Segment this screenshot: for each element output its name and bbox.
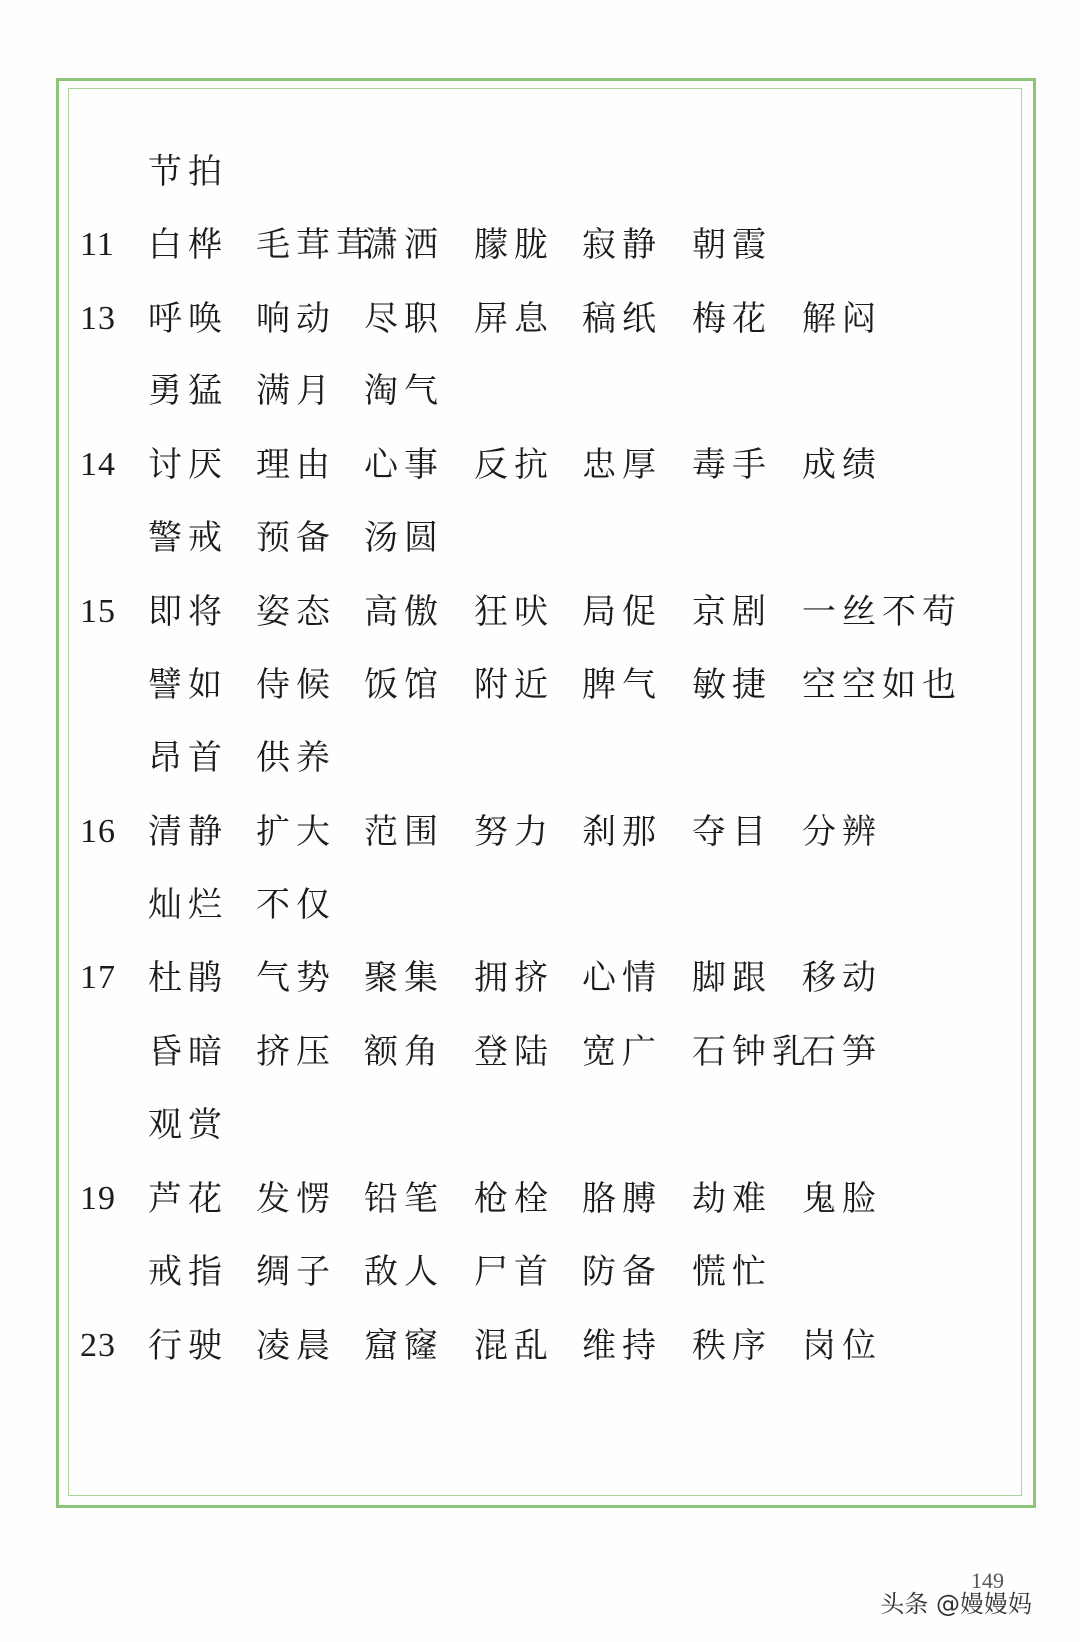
vocab-word: 凌晨 (256, 1326, 336, 1366)
vocab-word: 额角 (364, 1032, 444, 1072)
vocab-word: 即将 (148, 592, 228, 632)
vocab-word: 屏息 (474, 299, 554, 339)
vocab-word: 警戒 (148, 518, 228, 558)
lesson-number: 11 (80, 226, 115, 263)
vocab-word: 芦花 (148, 1179, 228, 1219)
lesson-number: 15 (80, 593, 116, 630)
vocab-word: 高傲 (364, 592, 444, 632)
lesson-number: 16 (80, 813, 116, 850)
vocab-row (0, 948, 1080, 1008)
vocab-word: 毛茸茸 (256, 225, 376, 265)
vocab-word: 慌忙 (692, 1252, 772, 1292)
vocab-word: 朦胧 (474, 225, 554, 265)
lesson-number: 19 (80, 1180, 116, 1217)
vocab-word: 范围 (364, 812, 444, 852)
vocab-word: 维持 (582, 1326, 662, 1366)
vocab-row (0, 655, 1080, 715)
vocab-word: 节拍 (148, 152, 228, 192)
vocab-word: 潇洒 (364, 225, 444, 265)
vocab-word: 勇猛 (148, 371, 228, 411)
page-number: 149 (971, 1568, 1004, 1593)
vocab-word: 移动 (802, 958, 882, 998)
vocab-word: 铅笔 (364, 1179, 444, 1219)
vocab-word: 寂静 (582, 225, 662, 265)
vocab-word: 脾气 (582, 665, 662, 705)
vocab-word: 岗位 (802, 1326, 882, 1366)
vocab-word: 白桦 (148, 225, 228, 265)
vocab-word: 夺目 (692, 812, 772, 852)
vocab-word: 侍候 (256, 665, 336, 705)
vocab-word: 脚跟 (692, 958, 772, 998)
vocab-row (0, 802, 1080, 862)
lesson-number: 14 (80, 446, 116, 483)
vocab-word: 扩大 (256, 812, 336, 852)
vocab-word: 胳膊 (582, 1179, 662, 1219)
vocab-row (0, 361, 1080, 421)
lesson-number: 13 (80, 300, 116, 337)
vocab-word: 毒手 (692, 445, 772, 485)
vocab-word: 行驶 (148, 1326, 228, 1366)
vocab-word: 饭馆 (364, 665, 444, 705)
vocab-word: 稿纸 (582, 299, 662, 339)
vocab-word: 杜鹃 (148, 958, 228, 998)
vocab-word: 朝霞 (692, 225, 772, 265)
vocab-word: 成绩 (802, 445, 882, 485)
vocab-word: 枪栓 (474, 1179, 554, 1219)
vocab-word: 劫难 (692, 1179, 772, 1219)
vocab-word: 防备 (582, 1252, 662, 1292)
vocab-word: 淘气 (364, 371, 444, 411)
vocab-word: 戒指 (148, 1252, 228, 1292)
vocab-word: 狂吠 (474, 592, 554, 632)
vocab-row (0, 508, 1080, 568)
vocab-row (0, 1242, 1080, 1302)
vocab-word: 昂首 (148, 738, 228, 778)
watermark-text: 头条 @嫚嫚妈 (880, 1590, 1032, 1618)
vocab-word: 混乱 (474, 1326, 554, 1366)
vocab-row (0, 1022, 1080, 1082)
vocab-word: 预备 (256, 518, 336, 558)
vocab-row (0, 435, 1080, 495)
vocab-word: 观赏 (148, 1105, 228, 1145)
vocab-row (0, 582, 1080, 642)
vocab-word: 忠厚 (582, 445, 662, 485)
vocab-row (0, 728, 1080, 788)
vocab-word: 石钟乳 (692, 1032, 812, 1072)
vocab-word: 昏暗 (148, 1032, 228, 1072)
vocab-row (0, 142, 1080, 202)
vocab-word: 鬼脸 (802, 1179, 882, 1219)
vocab-word: 拥挤 (474, 958, 554, 998)
vocab-word: 窟窿 (364, 1326, 444, 1366)
vocab-word: 灿烂 (148, 885, 228, 925)
vocab-word: 刹那 (582, 812, 662, 852)
vocab-word: 秩序 (692, 1326, 772, 1366)
vocab-word: 努力 (474, 812, 554, 852)
vocab-row (0, 215, 1080, 275)
vocab-word: 供养 (256, 738, 336, 778)
vocab-word: 理由 (256, 445, 336, 485)
vocab-word: 不仅 (256, 885, 336, 925)
vocab-row (0, 1095, 1080, 1155)
vocab-row (0, 875, 1080, 935)
vocab-word: 心事 (364, 445, 444, 485)
vocab-word: 挤压 (256, 1032, 336, 1072)
vocab-word: 姿态 (256, 592, 336, 632)
vocab-word: 敏捷 (692, 665, 772, 705)
vocab-word: 分辨 (802, 812, 882, 852)
vocab-row (0, 1316, 1080, 1376)
vocab-word: 宽广 (582, 1032, 662, 1072)
vocab-word: 石笋 (802, 1032, 882, 1072)
vocab-word: 局促 (582, 592, 662, 632)
vocab-word: 京剧 (692, 592, 772, 632)
vocab-word: 梅花 (692, 299, 772, 339)
vocab-word: 尽职 (364, 299, 444, 339)
vocab-word: 敌人 (364, 1252, 444, 1292)
lesson-number: 23 (80, 1327, 116, 1364)
vocab-word: 清静 (148, 812, 228, 852)
vocab-word: 响动 (256, 299, 336, 339)
vocab-word: 尸首 (474, 1252, 554, 1292)
vocab-word: 一丝不苟 (802, 592, 962, 632)
vocab-word: 譬如 (148, 665, 228, 705)
vocab-word: 汤圆 (364, 518, 444, 558)
vocab-word: 心情 (582, 958, 662, 998)
vocab-row (0, 289, 1080, 349)
vocab-word: 讨厌 (148, 445, 228, 485)
vocab-word: 绸子 (256, 1252, 336, 1292)
lesson-number: 17 (80, 959, 116, 996)
vocab-word: 呼唤 (148, 299, 228, 339)
vocab-word: 附近 (474, 665, 554, 705)
vocab-word: 解闷 (802, 299, 882, 339)
vocab-word: 满月 (256, 371, 336, 411)
vocab-word: 空空如也 (802, 665, 962, 705)
vocab-word: 聚集 (364, 958, 444, 998)
vocab-word: 登陆 (474, 1032, 554, 1072)
vocab-word: 发愣 (256, 1179, 336, 1219)
vocab-row (0, 1169, 1080, 1229)
vocab-word: 反抗 (474, 445, 554, 485)
vocab-word: 气势 (256, 958, 336, 998)
